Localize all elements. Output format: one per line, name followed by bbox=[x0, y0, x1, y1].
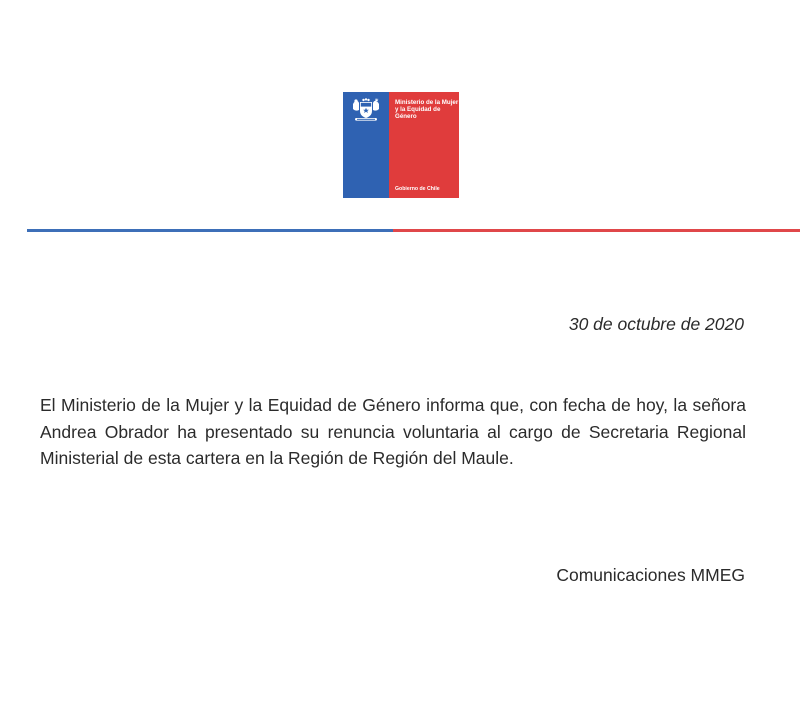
document-date: 30 de octubre de 2020 bbox=[568, 314, 744, 334]
logo-blue-panel bbox=[343, 92, 389, 198]
chile-coat-of-arms-icon bbox=[347, 94, 385, 124]
header-divider bbox=[27, 229, 800, 232]
divider-blue-segment bbox=[27, 229, 393, 232]
ministry-logo bbox=[343, 92, 459, 198]
document-body: El Ministerio de la Mujer y la Equidad de Género informa que, con fecha de hoy, la señora Andrea Obrador ha presentado su renuncia voluntaria al cargo de Secretaria Regional Ministerial de esta cartera en la Región de Región del Maule. bbox=[40, 395, 746, 468]
logo-red-panel bbox=[389, 92, 459, 198]
logo-ministry-name: Ministerio de la Mujer y la Equidad de Género bbox=[395, 99, 459, 120]
divider-red-segment bbox=[393, 229, 800, 232]
document-signature: Comunicaciones MMEG bbox=[556, 565, 745, 585]
logo-government-label: Gobierno de Chile bbox=[395, 186, 440, 192]
